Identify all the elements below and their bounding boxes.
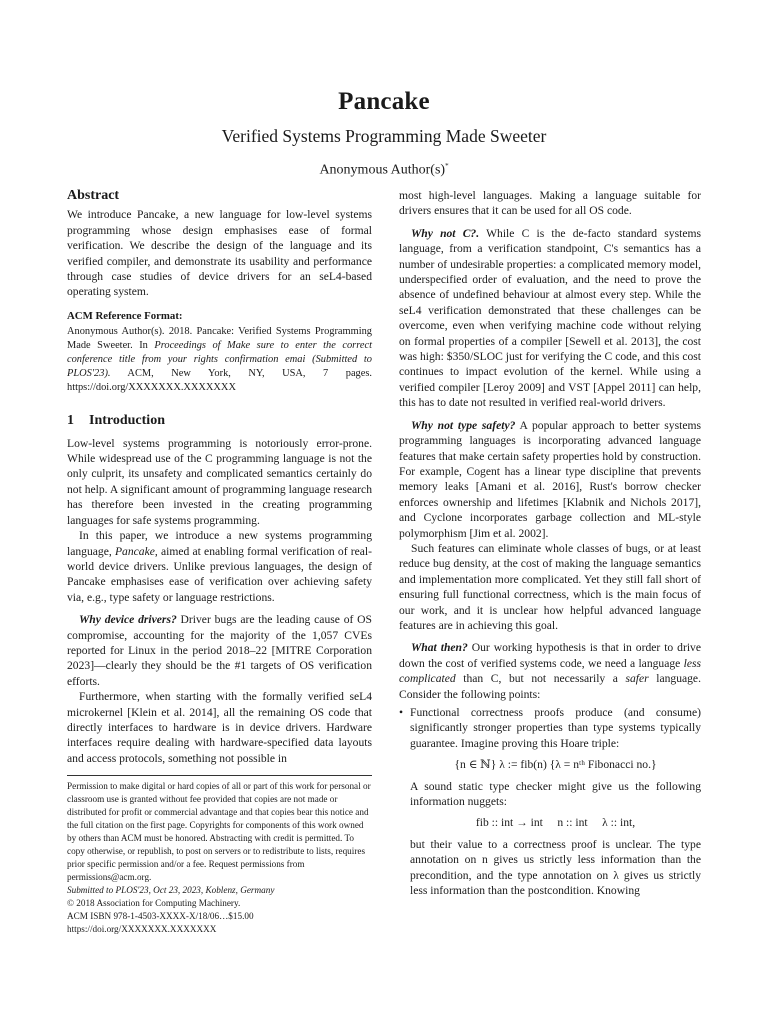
list-item xyxy=(399,705,701,751)
paragraph-why-not-type-safety xyxy=(399,418,701,541)
acm-reference-text xyxy=(67,325,372,395)
type-signatures: fib :: int → int n :: int λ :: int, xyxy=(475,816,636,830)
acm-reference-venue: Proceedings of Make sure to enter the correct conference title from your rights confirmation emai (Submitted to PLOS'23). xyxy=(67,340,372,380)
what-then-text-c: language. Consider the following points: xyxy=(399,672,701,701)
intro-p2-language-name: Pancake xyxy=(114,544,155,558)
paragraph-why-not-c xyxy=(399,226,701,411)
paper-subtitle: Verified Systems Programming Made Sweeter xyxy=(221,126,547,146)
points-list xyxy=(399,705,701,751)
run-in-heading-what-then: What then? xyxy=(411,641,468,655)
copyright-footnote xyxy=(67,780,372,936)
why-not-type-safety-text: A popular approach to better systems programming languages is incorporating advanced language features that make certain safety properties hold by construction. For example, Cogent has a linear type discipline that prevents memory leaks [Amani et al. 2016], Rust's borrow checker enforces ownership and lifetimes [Klabnik and Nichols 2017], and Cyclone incorporates garbage collection and ML-style polymorphism [Jim et al. 2002]. xyxy=(399,418,702,540)
intro-paragraph-4: Furthermore, when starting with the formally verified seL4 microkernel [Klein et al. 2014], all the remaining OS code that directly interfaces to hardware is in device drivers. Hardware interfaces require dealing with hardware-specified data layouts and access protocols, something not possible in xyxy=(67,690,372,765)
run-in-heading-why-not-c: Why not C?. xyxy=(411,226,480,240)
paragraph-what-then xyxy=(399,640,701,702)
section-number: 1 xyxy=(67,413,74,429)
abstract-heading: Abstract xyxy=(67,188,120,203)
what-then-emphasis-1: less complicated xyxy=(399,656,701,686)
what-then-emphasis-2: safer xyxy=(625,672,649,686)
author-name: Anonymous Author(s) xyxy=(319,162,446,178)
author-line xyxy=(0,162,768,179)
intro-p3-text: Driver bugs are the leading cause of OS compromise, accounting for the majority of the 1,057 CVEs reported for Linux in the period 2018–22 [MITRE Corporation 2023]—clearly they should be the #1 targets of OS verification efforts. xyxy=(67,613,372,688)
intro-p2-tail: , aimed at enabling formal verification of real-world device drivers. Unlike previous languages, the design of Pancake emphasises ease of verification over achieving safety via, e.g., type safety or language restrictions. xyxy=(67,544,372,604)
what-then-text-a: Our working hypothesis is that in order to drive down the cost of verified systems code, we need a language xyxy=(399,641,701,670)
intro-p2-lead: In this paper, we introduce a new systems programming language, xyxy=(67,529,372,558)
acm-reference-tail: ACM, New York, NY, USA, 7 pages. https://doi.org/XXXXXXX.XXXXXXX xyxy=(67,368,372,394)
section-title: Introduction xyxy=(89,413,165,429)
submission-note xyxy=(67,884,372,897)
run-in-heading-device-drivers: Why device drivers? xyxy=(79,613,177,627)
bullet-functional-correctness: Functional correctness proofs produce (and consume) significantly stronger properties than type systems typically guarantee. Imagine proving this Hoare triple: xyxy=(410,706,701,750)
intro-paragraph-2 xyxy=(67,528,372,605)
copyright-line: © 2018 Association for Computing Machinery. xyxy=(67,898,241,909)
why-not-c-text: While C is the de-facto standard systems language, from a verification standpoint, C's semantics has a number of undesirable properties: a complicated memory model, underspecified order of evaluation, and the need to prove the absence of undefined behaviour at almost every step. While the seL4 verification demonstrated that these challenges can be overcome, even when verifying machine code without relying on formal properties of a compiler [Sewell et al. 2013], the cost was high: $350/SLOC just for verifying the C code, and this cost continues to impact evolution of the kernel. While using a verified compiler [Leroy 2009] and VST [Appel 2011] can help, this has to date not resulted in verified real-world drivers. xyxy=(399,226,701,410)
author-footnote-mark: * xyxy=(445,162,449,170)
footnote-rule xyxy=(67,775,372,776)
intro-paragraph-1: Low-level systems programming is notoriously error-prone. While widespread use of the C programming language is not the only culprit, its unsafety and complicated semantics certainly do not help. A significant amount of programming language research has therefore been invested in the creating programming languages for safe systems programming. xyxy=(67,436,372,527)
section-heading-introduction xyxy=(67,413,372,428)
right-column xyxy=(399,188,701,898)
run-in-heading-why-not-type-safety: Why not type safety? xyxy=(411,418,516,432)
type-annotation-discussion: but their value to a correctness proof is unclear. The type annotation on n gives us strictly less information than the precondition, and the type annotation on λ gives us strictly less information than the postcondition. Knowing xyxy=(410,837,701,898)
acm-reference-lead: Anonymous Author(s). 2018. Pancake: Verified Systems Programming Made Sweeter. In xyxy=(67,326,372,352)
permission-notice: Permission to make digital or hard copies of all or part of this work for personal or classroom use is granted without fee provided that copies are not made or distributed for profit or commercial advantage and that copies bear this notice and the full citation on the first page. Copyrights for components of this work owned by others than ACM must be honored. Abstracting with credit is permitted. To copy otherwise, or republish, to post on servers or to redistribute to lists, requires prior specific permission and/or a fee. Request permissions from permissions@acm.org. xyxy=(67,781,371,883)
what-then-text-b: than C, but not necessarily a xyxy=(455,672,626,686)
continuation-paragraph: most high-level languages. Making a language suitable for drivers ensures that it can be used for all OS code. xyxy=(399,189,701,218)
intro-paragraph-device-drivers xyxy=(67,612,372,689)
submission-venue: Submitted to PLOS'23, Oct 23, 2023, Koblenz, Germany xyxy=(67,885,275,896)
hoare-triple: {n ∈ ℕ} λ := fib(n) {λ = nᵗʰ Fibonacci no.} xyxy=(454,758,657,772)
doi-link[interactable]: https://doi.org/XXXXXXX.XXXXXXX xyxy=(67,924,217,935)
acm-reference-heading: ACM Reference Format: xyxy=(67,309,183,322)
abstract-text: We introduce Pancake, a new language for low-level systems programming whose design emphasises ease of formal verification. We describe the design of the language and its verified compiler, and demonstrate its usability and performance through case studies of device drivers for an seL4-based operating system. xyxy=(67,208,372,299)
isbn-line: ACM ISBN 978-1-4503-XXXX-X/18/06…$15.00 xyxy=(67,911,254,922)
left-column xyxy=(67,188,372,936)
paper-title: Pancake xyxy=(338,88,430,115)
paragraph-such-features: Such features can eliminate whole classes of bugs, or at least reduce bug density, at the cost of making the language semantics and implementation more complicated. Yet they still fall short of ensuring full functional correctness, which is the main focus of our work, and it is unclear how helpful advanced language features are in achieving this goal. xyxy=(399,541,701,632)
sound-type-checker-text: A sound static type checker might give us the following information nuggets: xyxy=(410,779,701,809)
